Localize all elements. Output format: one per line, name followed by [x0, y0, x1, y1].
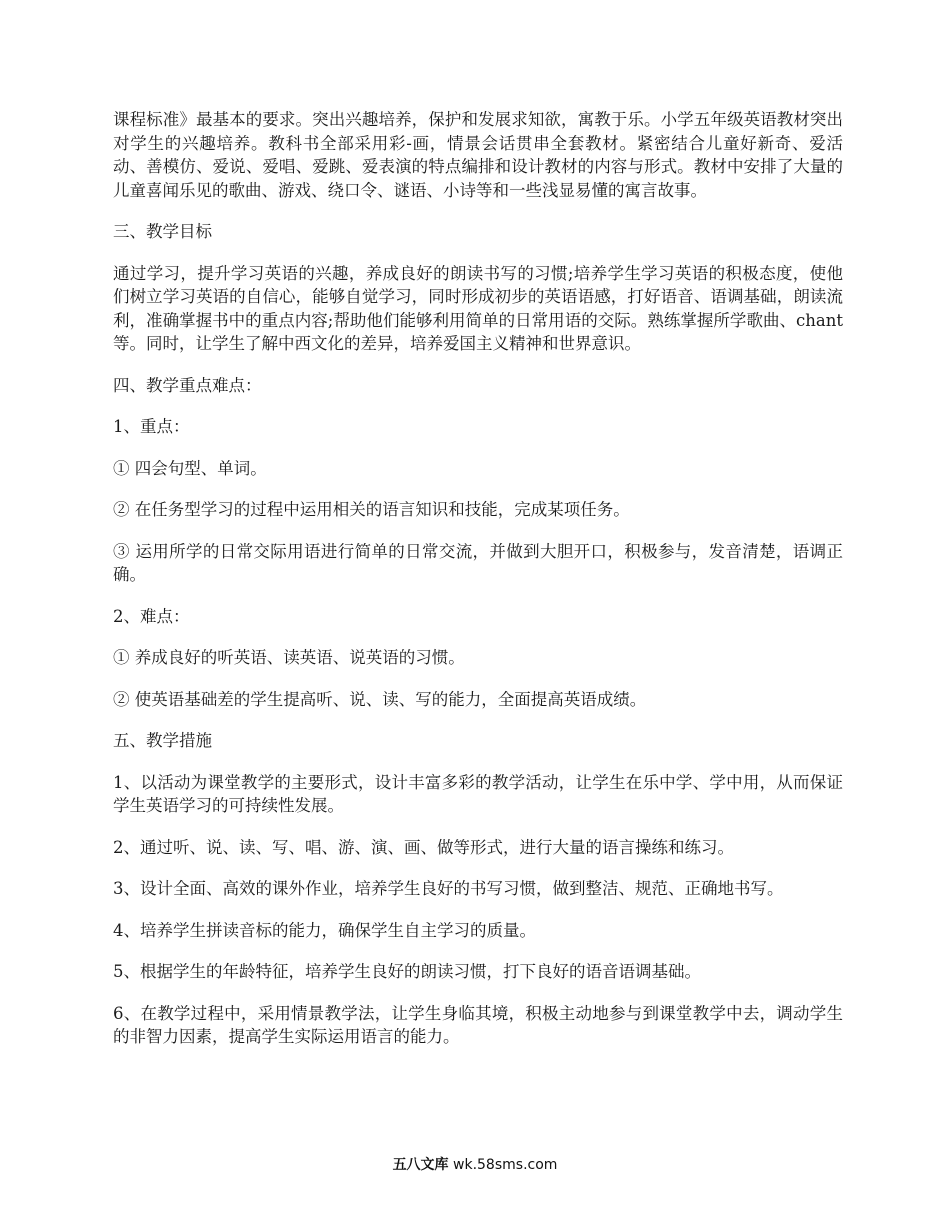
list-item: 6、在教学过程中，采用情景教学法，让学生身临其境，积极主动地参与到课堂教学中去，调动学生的非智力因素，提高学生实际运用语言的能力。: [113, 1003, 843, 1046]
list-item: ① 四会句型、单词。: [113, 458, 267, 478]
paragraph-goals: 通过学习，提升学习英语的兴趣，养成良好的朗读书写的习惯;培养学生学习英语的积极态度，使他们树立学习英语的自信心，能够自觉学习，同时形成初步的英语语感，打好语音、语调基础，朗读流利，准确掌握书中的重点内容;帮助他们能够利用简单的日常用语的交际。熟练掌握所学歌曲、chant等。同时，让学生了解中西文化的差异，培养爱国主义精神和世界意识。: [113, 263, 843, 353]
list-item: 2、通过听、说、读、写、唱、游、演、画、做等形式，进行大量的语言操练和练习。: [113, 837, 734, 857]
list-item: 3、设计全面、高效的课外作业，培养学生良好的书写习惯，做到整洁、规范、正确地书写。: [113, 879, 784, 898]
section-heading-key-points: 四、教学重点难点：: [113, 375, 262, 395]
list-item: ② 在任务型学习的过程中运用相关的语言知识和技能，完成某项任务。: [113, 500, 630, 519]
list-item: 4、培养学生拼读音标的能力，确保学生自主学习的质量。: [113, 920, 536, 940]
document-body: [113, 108, 843, 1067]
footer-brand: 五八文库: [392, 1157, 449, 1173]
section-heading-measures: 五、教学措施: [113, 731, 212, 750]
list-item: ① 养成良好的听英语、读英语、说英语的习惯。: [113, 648, 465, 667]
section-heading-goals: 三、教学目标: [113, 222, 212, 241]
subheading-key-points: 1、重点：: [113, 417, 190, 436]
list-item: 5、根据学生的年龄特征，培养学生良好的朗读习惯，打下良好的语音语调基础。: [113, 962, 701, 981]
list-item: ③ 运用所学的日常交际用语进行简单的日常交流，并做到大胆开口，积极参与，发音清楚，语调正确。: [113, 541, 843, 584]
paragraph-intro-continued: 课程标准》最基本的要求。突出兴趣培养，保护和发展求知欲，寓教于乐。小学五年级英语教材突出对学生的兴趣培养。教科书全部采用彩-画，情景会话贯串全套教材。紧密结合儿童好新奇、爱活动、善模仿、爱说、爱唱、爱跳、爱表演的特点编排和设计教材的内容与形式。教材中安排了大量的儿童喜闻乐见的歌曲、游戏、绕口令、谜语、小诗等和一些浅显易懂的寓言故事。: [113, 110, 843, 200]
footer-site[interactable]: wk.58sms.com: [453, 1157, 558, 1173]
subheading-difficulties: 2、难点：: [113, 606, 190, 626]
page-footer: [0, 1154, 950, 1174]
list-item: ② 使英语基础差的学生提高听、说、读、写的能力，全面提高英语成绩。: [113, 689, 647, 709]
list-item: 1、以活动为课堂教学的主要形式，设计丰富多彩的教学活动，让学生在乐中学、学中用，从而保证学生英语学习的可持续性发展。: [113, 772, 843, 815]
